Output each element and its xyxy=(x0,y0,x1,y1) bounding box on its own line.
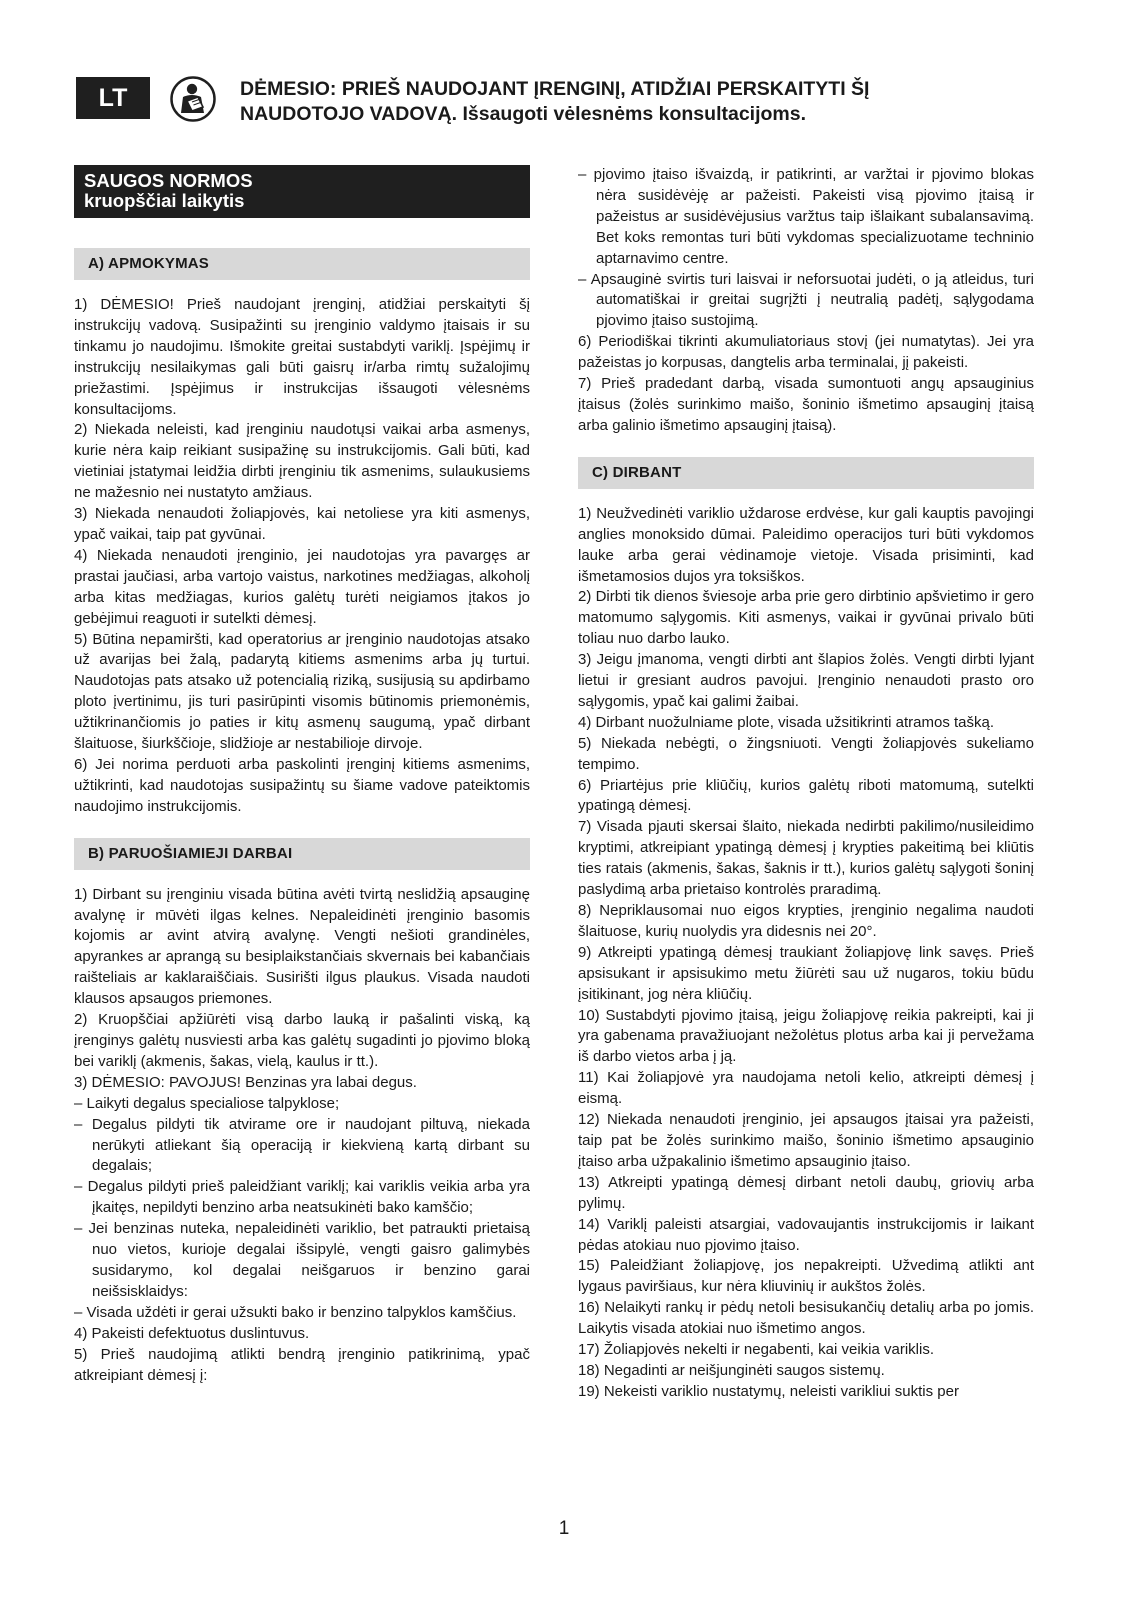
page-number: 1 xyxy=(558,1518,570,1539)
section-a-paragraph: 2) Niekada neleisti, kad įrenginiu naudotųsi vaikai arba asmenys, kurie nėra kaip reikiant susipažinę su instrukcijomis. Gali būti, kad vietiniai įstatymai leidžia dirbti įrenginiu tik asmenims, sulaukusiems ne mažesnio nei nustatyto amžiaus. xyxy=(74,421,530,502)
section-b-continued xyxy=(578,165,1034,437)
section-b-dash-item: – Degalus pildyti tik atvirame ore ir naudojant piltuvą, niekada nerūkyti atliekant šią operaciją ir kiekvieną kartą dirbant su degalais; xyxy=(74,1115,530,1175)
section-c-paragraph: 11) Kai žoliapjovė yra naudojama netoli kelio, atkreipti dėmesį į eismą. xyxy=(578,1069,1034,1108)
left-column xyxy=(74,165,530,1386)
section-c-paragraph: 14) Variklį paleisti atsargiai, vadovaujantis instrukcijomis ir laikant pėdas atokiau nuo pjovimo įtaiso. xyxy=(578,1215,1034,1254)
section-a-paragraph: 1) DĖMESIO! Prieš naudojant įrenginį, atidžiai perskaityti šį instrukcijų vadovą. Susipažinti su įrenginio valdymo įtaisais ir su tinkamu jo naudojimu. Išmokite greitai sustabdyti variklį. Įspėjimų ir instrukcijų nesilaikymas gali būti gaisrų ir/arba rimtų sužalojimų priežastimi. Įspėjimus ir instrukcijas išsaugoti vėlesnėms konsultacijoms. xyxy=(74,296,530,418)
section-c-paragraph: 16) Nelaikyti rankų ir pėdų netoli besisukančių detalių arba po jomis. Laikytis visada atokiai nuo išmetimo angos. xyxy=(578,1299,1034,1338)
section-b-paragraph: 2) Kruopščiai apžiūrėti visą darbo lauką ir pašalinti viską, ką įrenginys galėtų nusviesti arba kas galėtų sugadinti jo pjovimo bloką bei variklį (akmenis, šakas, vielą, kaulus ir tt.). xyxy=(74,1011,530,1070)
section-c-paragraph: 17) Žoliapjovės nekelti ir negabenti, kai veikia variklis. xyxy=(578,1341,935,1359)
section-b-body xyxy=(74,885,530,1387)
main-heading-title: SAUGOS NORMOS xyxy=(84,170,253,191)
section-c-body xyxy=(578,504,1034,1403)
section-a-paragraph: 4) Niekada nenaudoti įrenginio, jei naudotojas yra pavargęs ar prastai jaučiasi, arba vartojo vaistus, narkotines medžiagas, alkoholį arba kitas medžiagas, kurios galėtų turėti neigiamos įtakos jo gebėjimui reaguoti ir sutelkti dėmesį. xyxy=(74,546,530,627)
main-heading-band xyxy=(74,165,530,218)
section-c-paragraph: 15) Paleidžiant žoliapjovę, jos nepakreipti. Užvedimą atlikti ant lygaus paviršiaus, kur nėra kliuvinių ir aukštos žolės. xyxy=(578,1257,1034,1296)
section-a-paragraph: 3) Niekada nenaudoti žoliapjovės, kai netoliese yra kiti asmenys, ypač vaikai, taip pat gyvūnai. xyxy=(74,505,530,543)
section-c-paragraph: 4) Dirbant nuožulniame plote, visada užsitikrinti atramos tašką. xyxy=(578,713,995,731)
section-c-paragraph: 19) Nekeisti variklio nustatymų, neleisti varikliui suktis per xyxy=(578,1382,959,1400)
section-c-paragraph: 12) Niekada nenaudoti įrenginio, jei apsaugos įtaisai yra pažeisti, taip pat be žolės surinkimo maišo, šoninio išmetimo apsauginio įtaiso arba užpakalinio išmetimo apsauginio įtaiso. xyxy=(578,1111,1034,1170)
section-b-dash-item: – Jei benzinas nuteka, nepaleidinėti variklio, bet patraukti prietaisą nuo vietos, kurioje degalai išsipylė, vengti gaisro galimybės susidarymo, kol degalai neišgaruos ir benzino garai neišsisklaidys: xyxy=(74,1220,530,1300)
section-b-paragraph: 6) Periodiškai tikrinti akumuliatoriaus stovį (jei numatytas). Jei yra pažeistas jo korpusas, dangtelis arba terminalai, jį pakeisti. xyxy=(578,333,1034,372)
section-b-paragraph: 5) Prieš naudojimą atlikti bendrą įrenginio patikrinimą, ypač atkreipiant dėmesį į: xyxy=(74,1345,530,1384)
section-b-paragraph: 7) Prieš pradedant darbą, visada sumontuoti angų apsauginius įtaisus (žolės surinkimo maišo, šoninio išmetimo apsauginį įtaisą arba galinio išmetimo apsauginį įtaisą). xyxy=(578,375,1034,434)
section-c-paragraph: 2) Dirbti tik dienos šviesoje arba prie gero dirbtinio apšvietimo ir gero matomumo sąlygomis. Kiti asmenys, vaikai ir gyvūnai privalo būti toliau nuo darbo lauko. xyxy=(578,588,1034,648)
main-heading-subtitle: kruopščiai laikytis xyxy=(84,190,245,211)
section-b-paragraph: 3) DĖMESIO: PAVOJUS! Benzinas yra labai degus. xyxy=(74,1073,417,1091)
section-c-paragraph: 3) Jeigu įmanoma, vengti dirbti ant šlapios žolės. Vengti dirbti lyjant lietui ir gresiant audros pavojui. Įrenginio nenaudoti prasto oro sąlygomis, ypač kai galimi žaibai. xyxy=(578,651,1034,710)
section-a-body xyxy=(74,295,530,818)
section-heading-c: C) DIRBANT xyxy=(578,457,1034,489)
section-c-paragraph: 8) Nepriklausomai nuo eigos krypties, įrenginio negalima naudoti šlaituose, kurių nuolydis yra didesnis nei 20°. xyxy=(578,902,1034,940)
section-heading-a: A) APMOKYMAS xyxy=(74,248,530,280)
section-b-paragraph: 1) Dirbant su įrenginiu visada būtina avėti tvirtą neslidžią apsauginę avalynę ir mūvėti ilgas kelnes. Nepaleidinėti įrenginio basomis kojomis ar avint atvirą avalynę. Vengti nešioti grandinėles, apyrankes ar aprangą su besiplaikstančiais skvernais bei kabančiais raišteliais ar kaklaraiščiais. Susirišti ilgus plaukus. Visada naudoti klausos apsaugos priemones. xyxy=(74,885,530,1008)
section-b-dash-item: – Degalus pildyti prieš paleidžiant variklį; kai variklis veikia arba yra įkaitęs, nepildyti benzino arba neatsukinėti bako kamščio; xyxy=(74,1178,530,1217)
section-c-paragraph: 7) Visada pjauti skersai šlaito, niekada nedirbti pakilimo/nusileidimo kryptimi, atkreipiant ypatingą dėmesį į krypties pakeitimą bei kliūtis ties ratais (akmenis, šakas, šaknis ir tt.), kurios galėtų sąlygoti šoninį paslydimą arba prietaiso kontrolės praradimą. xyxy=(578,818,1034,899)
section-c-paragraph: 6) Priartėjus prie kliūčių, kurios galėtų riboti matomumą, sutelkti ypatingą dėmesį. xyxy=(578,776,1034,815)
right-column xyxy=(578,165,1034,1403)
read-manual-icon xyxy=(170,76,216,122)
section-b-dash-item: – Apsauginė svirtis turi laisvai ir neforsuotai judėti, o ją atleidus, turi automatiškai ir greitai sugrįžti į neutralią padėtį, sąlygodama pjovimo įtaiso sustojimą. xyxy=(578,270,1034,330)
section-heading-b: B) PARUOŠIAMIEJI DARBAI xyxy=(74,838,530,870)
section-b-dash-item: – Visada uždėti ir gerai užsukti bako ir benzino talpyklos kamščius. xyxy=(74,1303,517,1321)
section-c-paragraph: 10) Sustabdyti pjovimo įtaisą, jeigu žoliapjovę reikia pakreipti, kai ji yra gabenama pravažiuojant nežolėtus plotus arba kai ji pervežama iš darbo vietos arba į ją. xyxy=(578,1006,1034,1066)
section-c-paragraph: 9) Atkreipti ypatingą dėmesį traukiant žoliapjovę link savęs. Prieš apsisukant ir apsisukimo metu žiūrėti sau už nugaros, tokiu būdu įsitikinant, jog nėra kliūčių. xyxy=(578,943,1034,1003)
section-c-paragraph: 5) Niekada nebėgti, o žingsniuoti. Vengti žoliapjovės sukeliamo tempimo. xyxy=(578,734,1034,773)
section-c-paragraph: 13) Atkreipti ypatingą dėmesį dirbant netoli daubų, griovių arba pylimų. xyxy=(578,1173,1034,1212)
section-c-paragraph: 1) Neužvedinėti variklio uždarose erdvėse, kur gali kauptis pavojingi anglies monoksido dūmai. Paleidimo operacijos turi būti vykdomos lauke arba gerai vėdinamoje vietoje. Visada prisiminti, kad išmetamosios dujos yra toksiškos. xyxy=(578,504,1034,585)
header-title xyxy=(240,77,1060,127)
section-b-dash-item: – pjovimo įtaiso išvaizdą, ir patikrinti, ar varžtai ir pjovimo blokas nėra susidėvėję ar pažeisti. Pakeisti visą pjovimo įtaisą ir pažeistus ar susidėvėjusius varžtus taip išlaikant subalansavimą. Bet koks remontas turi būti vykdomas specializuotame techninio aptarnavimo centre. xyxy=(578,166,1034,267)
section-b-dash-item: – Laikyti degalus specialiose talpyklose; xyxy=(74,1094,340,1112)
header-title-line1: DĖMESIO: PRIEŠ NAUDOJANT ĮRENGINĮ, ATIDŽIAI PERSKAITYTI ŠĮ xyxy=(240,78,870,100)
section-a-paragraph: 5) Būtina nepamiršti, kad operatorius ar įrenginio naudotojas atsako už avarijas bei žalą, padarytą kitiems asmenims arba jų turtui. Naudotojas pats atsako už potencialią riziką, susijusią su apdirbamo ploto įvertinimu, jis turi pasirūpinti visomis būtinomis priemonėmis, užtikrinančiomis jo paties ir kitų asmenų saugumą, ypač dirbant šlaituose, šiurkščioje, slidžioje ar nestabilioje dirvoje. xyxy=(74,630,530,753)
header-title-line2: NAUDOTOJO VADOVĄ. Išsaugoti vėlesnėms konsultacijoms. xyxy=(240,103,807,125)
section-a-paragraph: 6) Jei norima perduoti arba paskolinti įrenginį kitiems asmenims, užtikrinti, kad naudotojas susipažintų su šiame vadove pateiktomis naudojimo instrukcijomis. xyxy=(74,755,530,815)
language-badge: LT xyxy=(76,77,150,119)
section-c-paragraph: 18) Negadinti ar neišjunginėti saugos sistemų. xyxy=(578,1361,885,1379)
section-b-paragraph: 4) Pakeisti defektuotus duslintuvus. xyxy=(74,1324,310,1342)
